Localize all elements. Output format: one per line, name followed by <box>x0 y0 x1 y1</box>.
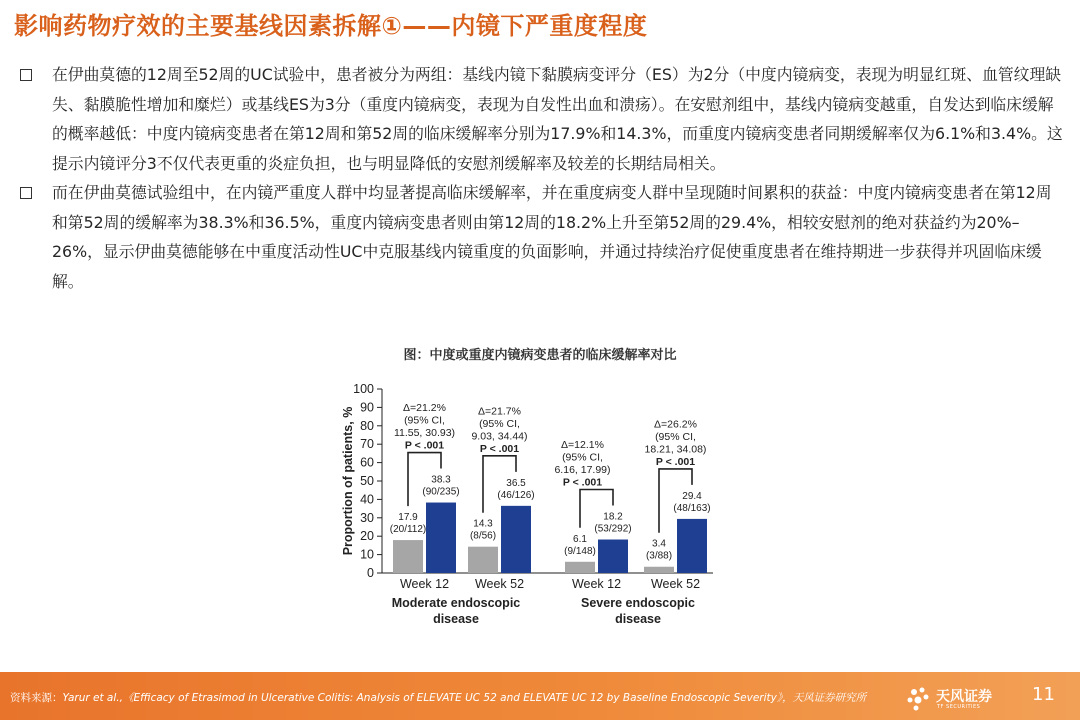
y-tick-label: 90 <box>360 400 374 415</box>
placebo-count-label: (8/56) <box>469 530 497 542</box>
placebo-value-label: 3.4 <box>652 538 666 550</box>
bullet-text: 而在伊曲莫德试验组中，在内镜严重度人群中均显著提高临床缓解率，并在重度病变人群中呈现随时间累积的获益：中度内镜病变患者在第12周和第52周的缓解率为38.3%和36.5%，重度内镜病变患者则由第12周的18.2%上升至第52周的29.4%，相较安慰剂的绝对获益约为20%–26%，显示伊曲莫德能够在中重度活动性UC中克服基线内镜重度的负面影响，并通过持续治疗促使重度患者在维持期进一步获得并巩固临床缓解。 <box>52 183 1052 291</box>
difference-annotation: (95% CI, <box>404 414 445 427</box>
y-tick-label: 0 <box>367 566 374 580</box>
source-citation: Yarur et al.,《Efficacy of Etrasimod in Ulcerative Colitis: Analysis of ELEVATE UC 52 and ELEVATE UC 12 by Baseline Endoscopic Severity》，天风证券研究所 <box>62 692 867 704</box>
p-value-label: P < .001 <box>404 439 445 452</box>
difference-annotation: 11.55, 30.93) <box>393 427 456 440</box>
etrasimod-bar <box>677 519 707 573</box>
etrasimod-count-label: (53/292) <box>594 523 632 535</box>
difference-annotation: (95% CI, <box>479 417 520 430</box>
chart-title: 图：中度或重度内镜病变患者的临床缓解率对比 <box>403 348 677 363</box>
company-logo <box>904 682 1014 714</box>
y-axis-label: Proportion of patients, % <box>341 406 355 556</box>
y-tick-label: 20 <box>360 529 374 544</box>
logo-text: 天风证券 <box>936 689 992 705</box>
difference-annotation: (95% CI, <box>562 451 603 464</box>
footer-bar <box>0 672 1080 720</box>
difference-annotation: 6.16, 17.99) <box>554 464 611 477</box>
difference-annotation: 18.21, 34.08) <box>644 443 707 456</box>
placebo-count-label: (20/112) <box>389 524 427 536</box>
source-prefix: 资料来源： <box>10 692 63 704</box>
etrasimod-bar <box>501 506 531 573</box>
placebo-bar <box>565 562 595 573</box>
etrasimod-value-label: 29.4 <box>682 490 702 502</box>
difference-annotation: Δ=21.7% <box>478 405 521 418</box>
etrasimod-bar <box>598 540 628 573</box>
bullet-list <box>20 60 1065 296</box>
placebo-bar <box>644 567 674 573</box>
bullet-text: 在伊曲莫德的12周至52周的UC试验中，患者被分为两组：基线内镜下黏膜病变评分（ES）为2分（中度内镜病变，表现为明显红斑、血管纹理缺失、黏膜脆性增加和糜烂）或基线ES为3分（重度内镜病变，表现为自发性出血和溃疡）。在安慰剂组中，基线内镜病变越重，自发达到临床缓解的概率越低：中度内镜病变患者在第12周和第52周的临床缓解率分别为17.9%和14.3%，而重度内镜病变患者同期缓解率仅为6.1%和3.4%。这提示内镜评分3不仅代表更重的炎症负担，也与明显降低的安慰剂缓解率及较差的长期结局相关。 <box>52 65 1063 173</box>
remission-bar-chart <box>330 375 750 630</box>
placebo-value-label: 14.3 <box>473 518 493 530</box>
y-tick-label: 60 <box>360 455 374 470</box>
difference-annotation: Δ=26.2% <box>654 418 697 431</box>
etrasimod-count-label: (48/163) <box>673 502 711 514</box>
placebo-count-label: (9/148) <box>564 545 596 557</box>
x-tick-label: Week 12 <box>571 577 622 591</box>
placebo-bar <box>468 547 498 573</box>
placebo-count-label: (3/88) <box>645 550 673 562</box>
etrasimod-bar <box>426 503 456 573</box>
bullet-item <box>20 178 1065 296</box>
etrasimod-value-label: 36.5 <box>506 477 526 489</box>
group-label: Moderate endoscopic <box>391 596 521 610</box>
logo-subtext: TF SECURITIES <box>937 704 981 710</box>
y-tick-label: 30 <box>360 510 374 525</box>
placebo-value-label: 6.1 <box>573 533 587 545</box>
etrasimod-value-label: 38.3 <box>431 474 451 486</box>
p-value-label: P < .001 <box>655 455 696 468</box>
y-tick-label: 80 <box>360 418 374 433</box>
p-value-label: P < .001 <box>562 476 603 489</box>
y-tick-label: 40 <box>360 492 374 507</box>
page-title: 影响药物疗效的主要基线因素拆解①——内镜下严重度程度 <box>14 12 648 40</box>
placebo-value-label: 17.9 <box>398 512 418 524</box>
source-note <box>10 690 866 705</box>
bullet-item <box>20 60 1065 178</box>
etrasimod-count-label: (90/235) <box>422 486 460 498</box>
page-number: 11 <box>1032 684 1055 705</box>
x-tick-label: Week 52 <box>650 577 701 591</box>
y-tick-label: 70 <box>360 437 374 452</box>
difference-annotation: Δ=21.2% <box>403 402 446 415</box>
difference-annotation: Δ=12.1% <box>561 439 604 452</box>
p-value-label: P < .001 <box>479 442 520 455</box>
y-tick-label: 10 <box>360 547 374 562</box>
etrasimod-value-label: 18.2 <box>603 511 623 523</box>
square-bullet-icon <box>20 69 32 81</box>
difference-annotation: (95% CI, <box>655 430 696 443</box>
y-tick-label: 50 <box>360 474 374 488</box>
x-tick-label: Week 52 <box>474 577 525 591</box>
group-label: disease <box>433 612 479 626</box>
group-label: Severe endoscopic <box>581 596 695 610</box>
placebo-bar <box>393 540 423 573</box>
group-label: disease <box>615 612 661 626</box>
square-bullet-icon <box>20 187 32 199</box>
y-tick-label: 100 <box>353 382 374 396</box>
etrasimod-count-label: (46/126) <box>497 489 535 501</box>
tf-logo-icon <box>904 684 932 712</box>
difference-annotation: 9.03, 34.44) <box>471 430 528 443</box>
x-tick-label: Week 12 <box>399 577 450 591</box>
